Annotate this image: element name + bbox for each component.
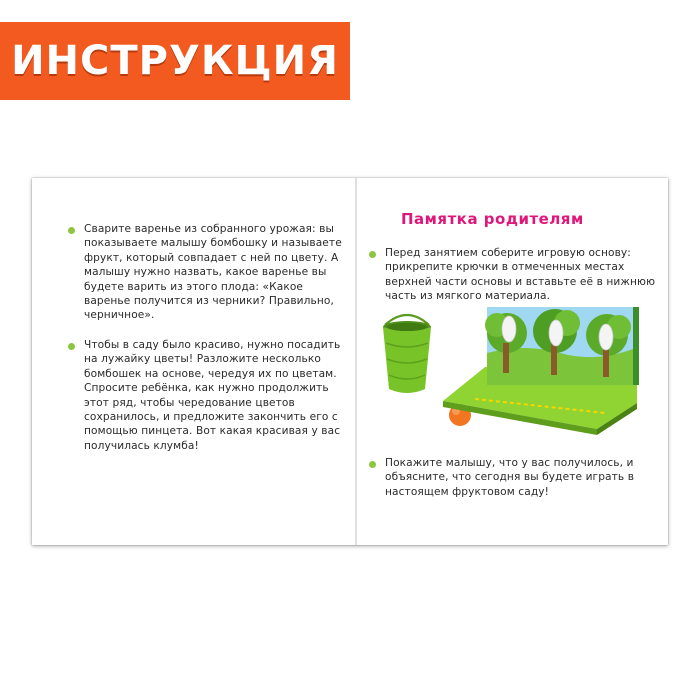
header-banner: [0, 22, 350, 100]
garden-illustration: [375, 303, 645, 443]
bullet-dot-icon: [369, 461, 376, 468]
list-item-text: Чтобы в саду было красиво, нужно посадить на лужайку цветы! Разложите несколько бомбошек на основе, чередуя их по цветам. Спросите ребёнка, как нужно продолжить этот ряд, чтобы чередование цветов сохранилось, и предложите закончить его с помощью пинцета. Вот какая красивая у вас получилась клумба!: [84, 339, 341, 452]
instruction-booklet: [32, 178, 668, 545]
list-item: [68, 222, 348, 323]
list-item: [369, 246, 659, 304]
bullet-dot-icon: [68, 227, 75, 234]
left-page: [32, 178, 355, 545]
bullet-dot-icon: [68, 343, 75, 350]
list-item: [369, 456, 659, 499]
page-title: Памятка родителям: [401, 210, 584, 228]
list-item-text: Сварите варенье из собранного урожая: вы показываете малышу бомбошку и называете фрукт, который совпадает с ней по цвету. А малышу нужно назвать, какое варенье вы будете варить из этого плода: «Какое варенье получится из черники? Правильно, черничное».: [84, 223, 342, 322]
list-item: [68, 338, 348, 453]
bucket-icon: [383, 315, 431, 393]
list-item-text: Покажите малышу, что у вас получилось, и объясните, что сегодня вы будете играть в настоящем фруктовом саду!: [385, 457, 635, 498]
right-page: [357, 178, 668, 545]
garden-board-icon: [443, 307, 639, 435]
banner-title: ИНСТРУКЦИЯ: [11, 38, 339, 84]
list-item-text: Перед занятием соберите игровую основу: прикрепите крючки в отмеченных местах верхней части основы и вставьте её в нижнюю часть из мягкого материала.: [385, 247, 656, 303]
bullet-dot-icon: [369, 251, 376, 258]
